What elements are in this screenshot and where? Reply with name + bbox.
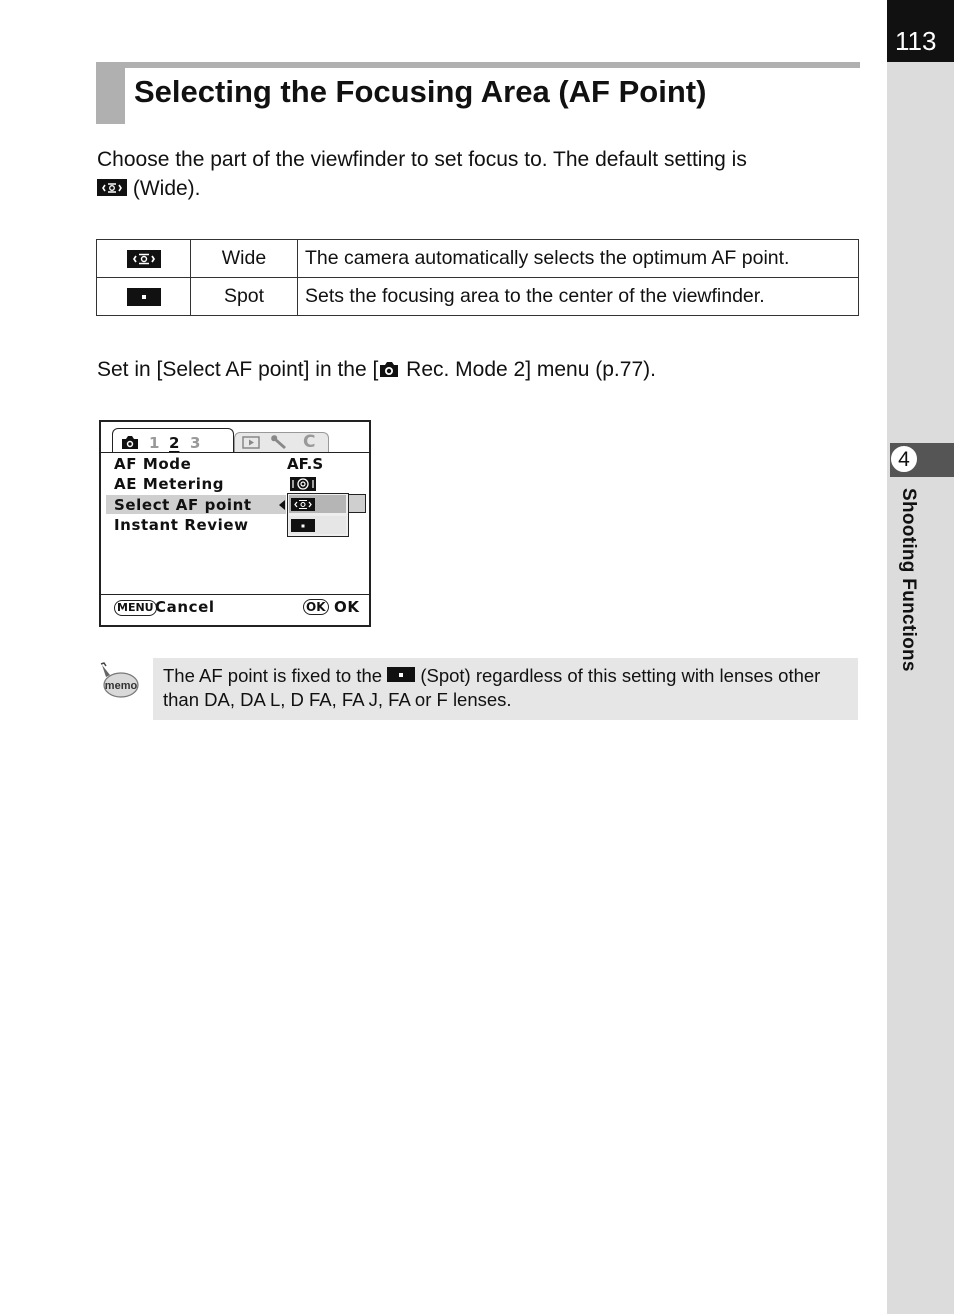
table-cell-description: Sets the focusing area to the center of the viewfinder. [298,278,859,316]
intro-line1: Choose the part of the viewfinder to set focus to. The default setting is [97,148,747,171]
tab-num-1[interactable]: 1 [149,434,160,452]
chapter-title: Shooting Functions [898,488,919,672]
menu-item-instant-review[interactable]: Instant Review [114,516,249,534]
ok-label: OK [334,598,360,616]
camera-menu-screen [99,420,371,627]
custom-tab-label[interactable]: C [303,432,316,452]
menu-item-ae-metering[interactable]: AE Metering [114,475,225,493]
memo-box [153,658,858,720]
chapter-number: 4 [890,445,918,473]
table-cell-name: Spot [191,278,298,316]
camera-tab-icon [121,435,139,450]
af-point-table [96,239,859,316]
page-title: Selecting the Focusing Area (AF Point) [134,74,707,109]
dropdown-option-spot[interactable] [289,516,346,534]
page-number-box [887,0,954,62]
dropdown-option-wide[interactable] [289,495,346,513]
tab-divider [101,452,369,453]
af-spot-icon [291,519,315,532]
heading-rule [96,62,860,68]
tab-num-2[interactable]: 2 [169,434,180,452]
menu-item-af-mode[interactable]: AF Mode [114,455,192,473]
af-point-dropdown[interactable] [287,493,349,537]
memo-icon-label: memo [104,680,138,692]
af-wide-icon [97,179,127,196]
metering-icon [290,477,316,491]
intro-line2: (Wide). [127,177,201,200]
table-row [97,240,859,278]
memo-icon [97,661,141,701]
cursor-left-icon [279,500,285,510]
af-wide-icon [127,250,161,268]
instruction-text: Set in [Select AF point] in the [ Rec. Mode 2] menu (p.77). [97,358,656,381]
menu-item-select-af-point[interactable]: Select AF point [114,496,252,514]
intro-paragraph [97,145,857,203]
table-cell-name: Wide [191,240,298,278]
menu-button[interactable]: MENU [114,600,157,616]
af-spot-icon [387,667,415,682]
heading-accent-block [96,62,125,124]
af-mode-value: AF.S [287,455,324,473]
footer-divider [101,594,369,595]
af-spot-icon [127,288,161,306]
tab-num-3[interactable]: 3 [190,434,201,452]
camera-icon [378,360,400,378]
cancel-label: Cancel [155,598,215,616]
page-number: 113 [895,26,937,56]
af-wide-icon [291,498,315,511]
dropdown-extension [349,494,366,513]
playback-tab-icon[interactable] [242,436,260,449]
memo-text: The AF point is fixed to the (Spot) regardless of this setting with lenses other than DA, DA L, D FA, FA J, FA or F lenses. [163,665,821,710]
ok-button[interactable]: OK [303,599,329,615]
wrench-tab-icon[interactable] [269,434,289,450]
table-cell-description: The camera automatically selects the optimum AF point. [298,240,859,278]
table-row [97,278,859,316]
